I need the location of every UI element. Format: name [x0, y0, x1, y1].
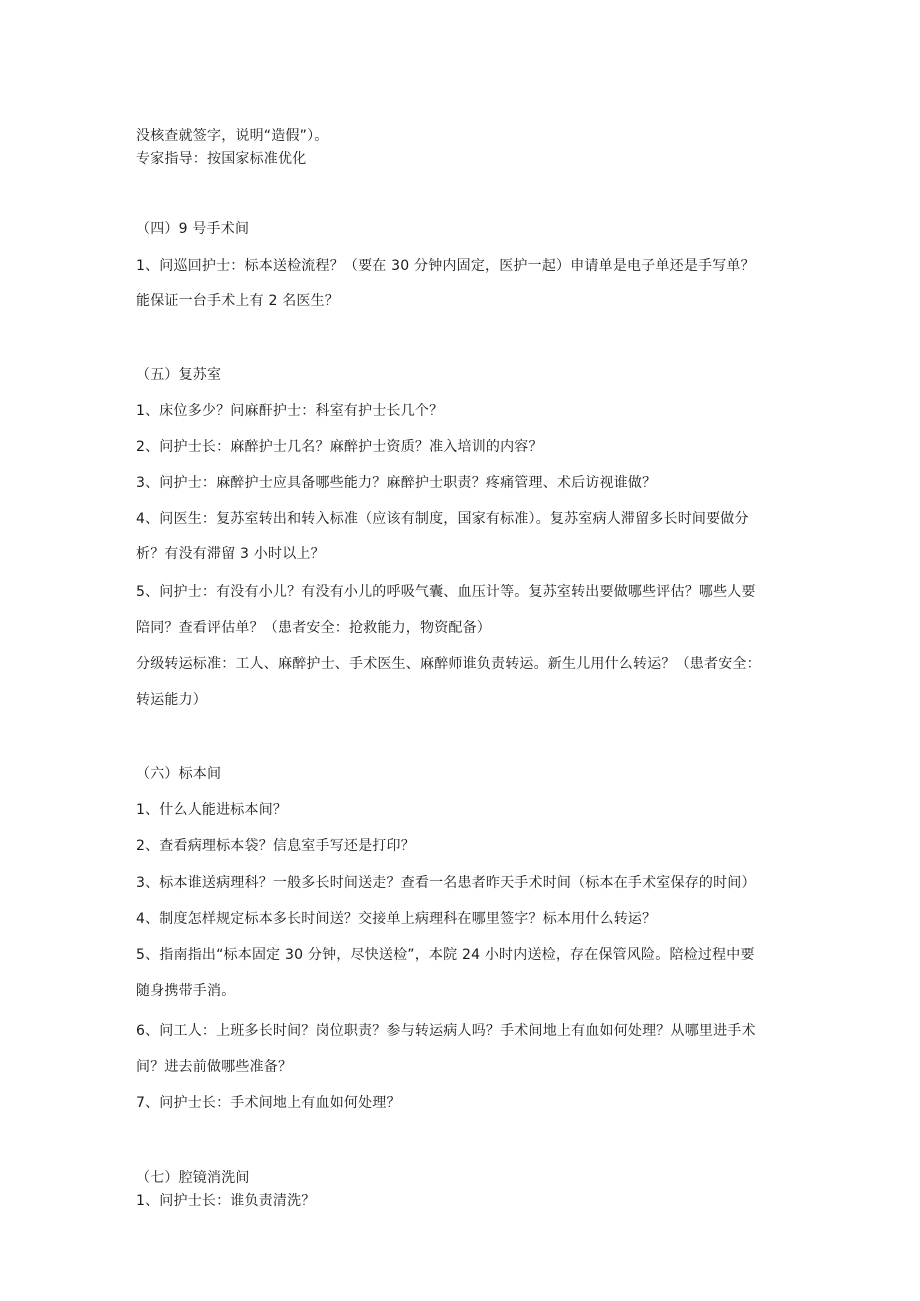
list-item: 2、问护士长：麻醉护士几名？麻醉护士资质？准入培训的内容？ — [136, 439, 543, 455]
list-item: 1、问巡回护士：标本送检流程？（要在 30 分钟内固定，医护一起）申请单是电子单还是手写单？ — [136, 258, 755, 274]
list-item: 3、标本谁送病理科？一般多长时间送走？查看一名患者昨天手术时间（标本在手术室保存的时间） — [136, 875, 756, 891]
list-item: 间？进去前做哪些准备？ — [136, 1059, 293, 1075]
section-heading: （六）标本间 — [136, 766, 222, 782]
list-item: 随身携带手消。 — [136, 983, 236, 999]
list-item: 2、查看病理标本袋？信息室手写还是打印？ — [136, 838, 415, 854]
list-item: 6、问工人：上班多长时间？岗位职责？参与转运病人吗？手术间地上有血如何处理？从哪里进手术 — [136, 1023, 756, 1039]
list-item: 分级转运标准：工人、麻醉护士、手术医生、麻醉师谁负责转运。新生儿用什么转运？（患者安全： — [136, 656, 761, 672]
list-item: 7、问护士长：手术间地上有血如何处理？ — [136, 1095, 401, 1111]
list-item: 4、问医生：复苏室转出和转入标准（应该有制度，国家有标准）。复苏室病人滞留多长时间要做分 — [136, 511, 749, 527]
list-item: 4、制度怎样规定标本多长时间送？交接单上病理科在哪里签字？标本用什么转运？ — [136, 911, 657, 927]
list-item: 转运能力） — [136, 692, 207, 708]
list-item: 1、什么人能进标本间？ — [136, 802, 288, 818]
list-item: 能保证一台手术上有 2 名医生？ — [136, 293, 340, 309]
list-item: 陪同？查看评估单？（患者安全：抢救能力，物资配备） — [136, 620, 491, 636]
intro-text-line: 没核查就签字，说明“造假”）。 — [136, 128, 329, 144]
list-item: 1、床位多少？问麻酐护士：科室有护士长几个？ — [136, 403, 444, 419]
list-item: 3、问护士：麻醉护士应具备哪些能力？麻醉护士职责？疼痛管理、术后访视谁做？ — [136, 475, 657, 491]
section-heading: （四）9 号手术间 — [136, 221, 250, 237]
list-item: 5、指南指出“标本固定 30 分钟，尽快送检”，本院 24 小时内送检，存在保管风险。陪检过程中要 — [136, 947, 755, 963]
intro-text-line: 专家指导：按国家标准优化 — [136, 151, 307, 167]
list-item: 1、问护士长：谁负责清洗？ — [136, 1193, 316, 1209]
section-heading: （七）腔镜消洗间 — [136, 1170, 250, 1186]
list-item: 析？有没有滞留 3 小时以上？ — [136, 546, 325, 562]
list-item: 5、问护士：有没有小儿？有没有小儿的呼吸气囊、血压计等。复苏室转出要做哪些评估？哪些人要 — [136, 584, 756, 600]
section-heading: （五）复苏室 — [136, 367, 222, 383]
